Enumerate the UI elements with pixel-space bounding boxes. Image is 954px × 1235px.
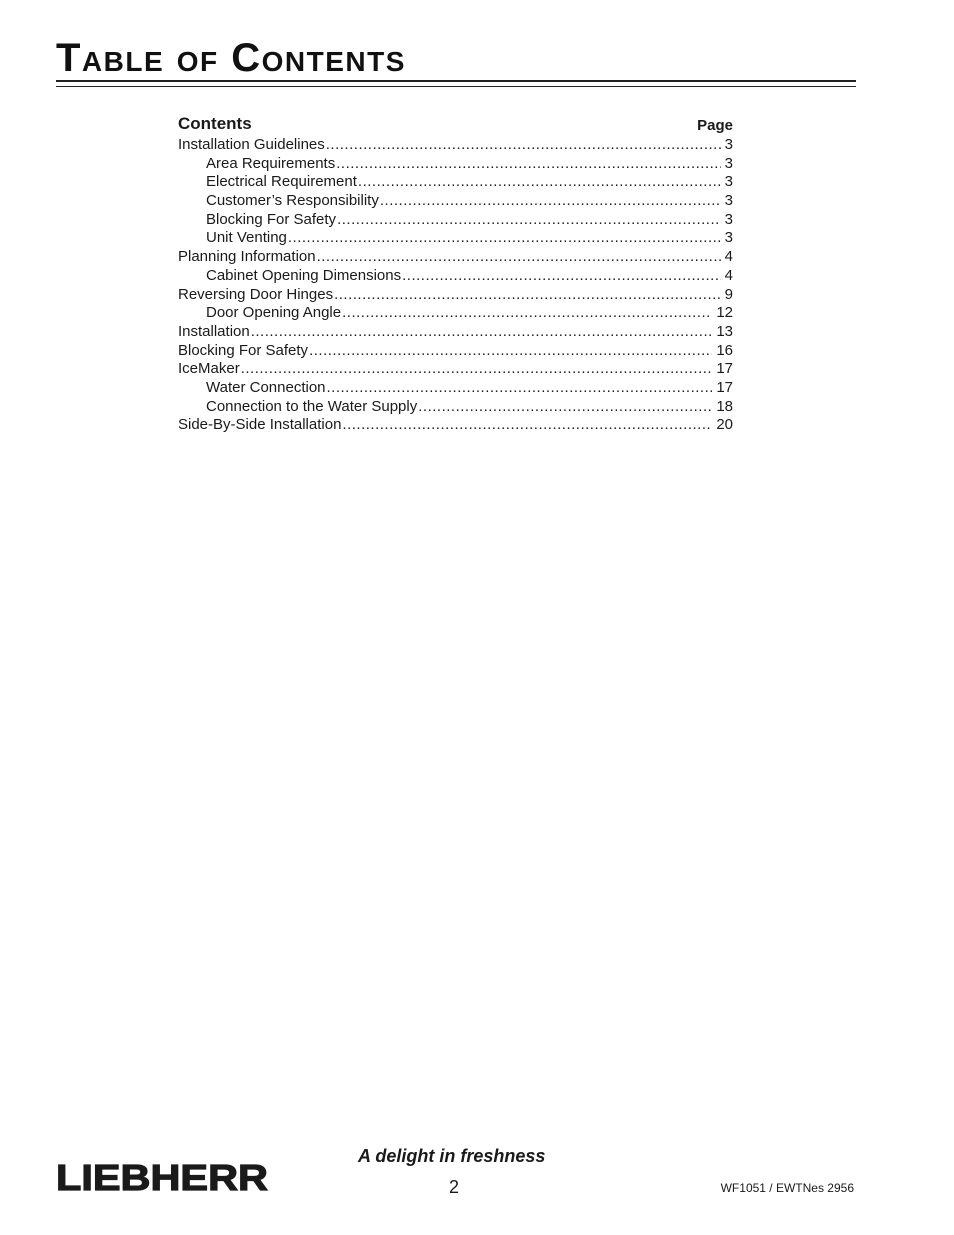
liebherr-logo-text: LIEBHERR: [56, 1160, 268, 1194]
toc-dot-leader: [336, 155, 720, 174]
toc-dot-leader: [327, 379, 713, 398]
toc-entry: [178, 379, 733, 398]
toc-dot-leader: [380, 192, 721, 211]
toc-entry: [178, 192, 733, 211]
toc-contents-heading: Contents: [178, 114, 252, 133]
toc-entry-label: Installation: [178, 322, 250, 340]
page-title: Table of Contents: [56, 36, 406, 80]
toc-dot-leader: [402, 267, 721, 286]
toc-entry-page: 3: [724, 192, 733, 210]
toc-entry: [178, 173, 733, 192]
toc-entry-label: Door Opening Angle: [206, 304, 342, 322]
toc-entry-label: Reversing Door Hinges: [178, 285, 334, 303]
toc-dot-leader: [317, 248, 721, 267]
toc-entry: [178, 360, 733, 379]
toc-entry-label: Area Requirements: [206, 154, 336, 172]
toc-entry: [178, 248, 733, 267]
table-of-contents: [178, 110, 733, 435]
toc-entry-page: 18: [716, 397, 733, 415]
footer-tagline: A delight in freshness: [358, 1146, 546, 1166]
title-rule-thick: [56, 80, 856, 82]
toc-entry-label: Electrical Requirement: [206, 173, 357, 191]
toc-entry: [178, 416, 733, 435]
toc-list: [178, 136, 733, 435]
toc-header: [178, 110, 733, 134]
toc-entry-page: 20: [716, 416, 733, 434]
toc-entry: [178, 155, 733, 174]
toc-entry-label: Customer’s Responsibility: [206, 192, 379, 210]
toc-entry-page: 3: [724, 136, 733, 153]
toc-dot-leader: [358, 173, 721, 192]
toc-entry-label: Side-By-Side Installation: [178, 416, 342, 434]
toc-entry-page: 3: [724, 210, 733, 228]
toc-entry: [178, 286, 733, 305]
toc-entry-label: Installation Guidelines: [178, 136, 325, 153]
toc-dot-leader: [309, 342, 712, 361]
toc-entry: [178, 229, 733, 248]
toc-dot-leader: [251, 323, 713, 342]
toc-dot-leader: [342, 304, 712, 323]
toc-entry-label: Cabinet Opening Dimensions: [206, 266, 402, 284]
toc-entry-label: Connection to the Water Supply: [206, 397, 418, 415]
toc-entry: [178, 342, 733, 361]
toc-dot-leader: [337, 211, 721, 230]
toc-entry-page: 17: [716, 360, 733, 378]
toc-entry-label: Planning Information: [178, 248, 316, 266]
toc-entry: [178, 211, 733, 230]
toc-dot-leader: [288, 229, 721, 248]
toc-entry: [178, 304, 733, 323]
toc-entry-page: 4: [724, 266, 733, 284]
toc-entry-label: Unit Venting: [206, 229, 287, 247]
toc-entry-page: 9: [724, 285, 733, 303]
toc-entry-page: 4: [724, 248, 733, 266]
toc-entry-label: Water Connection: [206, 378, 326, 396]
toc-entry-page: 16: [716, 341, 733, 359]
toc-entry-page: 3: [724, 173, 733, 191]
title-rule-thin: [56, 86, 856, 87]
toc-dot-leader: [418, 398, 712, 417]
toc-dot-leader: [342, 416, 712, 435]
toc-entry: [178, 136, 733, 155]
toc-page-heading: Page: [697, 117, 733, 134]
toc-dot-leader: [241, 360, 713, 379]
toc-entry-label: Blocking For Safety: [206, 210, 337, 228]
toc-dot-leader: [326, 136, 721, 155]
toc-entry-page: 3: [724, 154, 733, 172]
toc-entry-page: 12: [716, 304, 733, 322]
toc-entry: [178, 323, 733, 342]
toc-dot-leader: [334, 286, 721, 305]
toc-entry: [178, 267, 733, 286]
toc-entry-label: Blocking For Safety: [178, 341, 309, 359]
liebherr-logo: [56, 1160, 270, 1194]
toc-entry-label: IceMaker: [178, 360, 240, 378]
toc-entry-page: 13: [716, 322, 733, 340]
toc-entry: [178, 398, 733, 417]
page-number: 2: [449, 1177, 460, 1197]
toc-entry-page: 3: [724, 229, 733, 247]
document-code: WF1051 / EWTNes 2956: [720, 1181, 854, 1195]
toc-entry-page: 17: [716, 378, 733, 396]
